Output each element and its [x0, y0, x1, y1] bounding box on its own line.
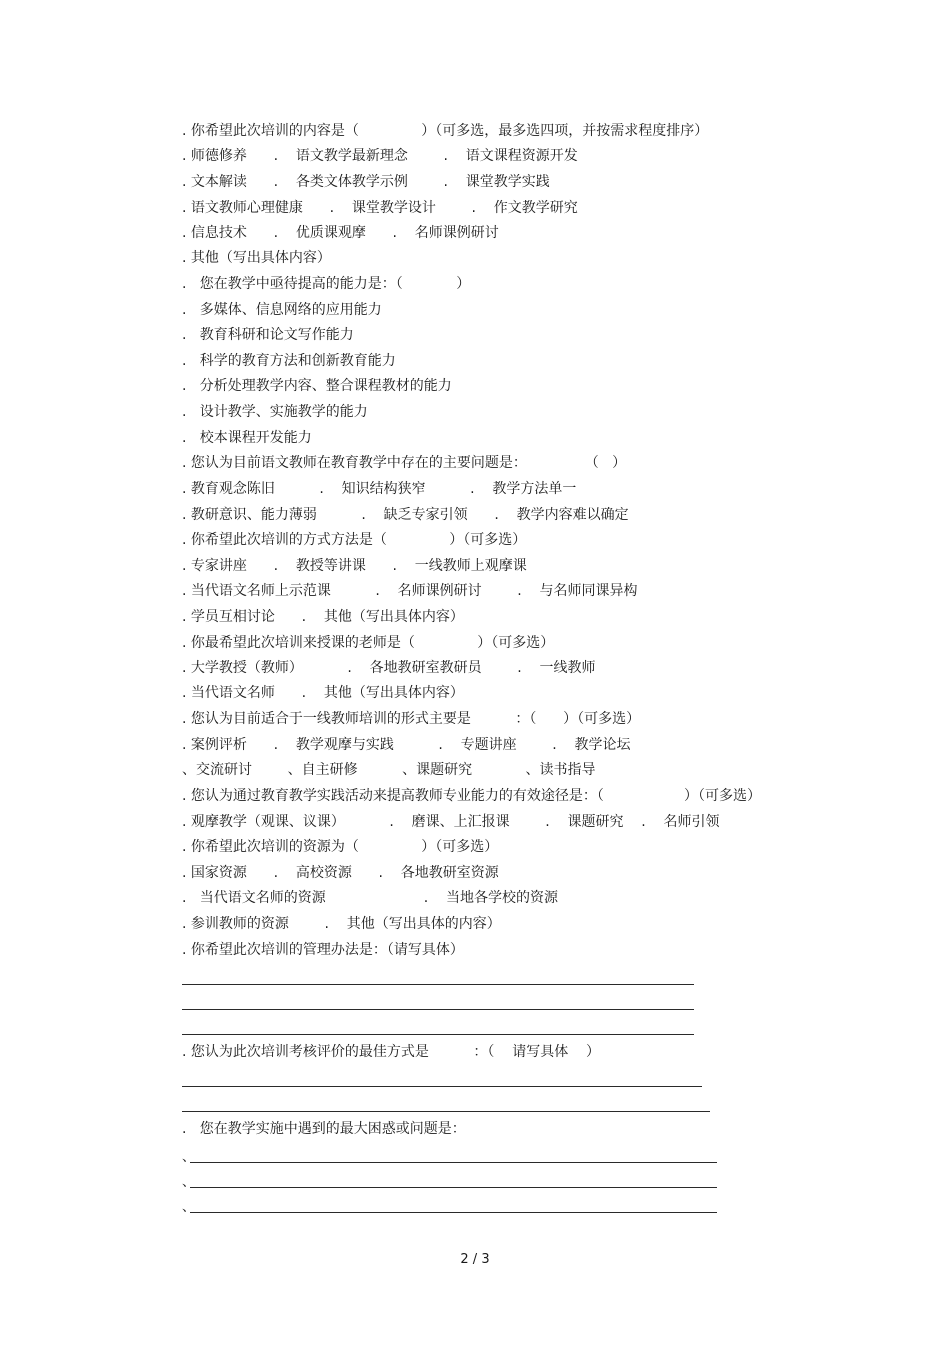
- question-training-forms: . 您认为目前适合于一线教师培训的形式主要是 ：（ ）（可多选）: [182, 711, 641, 727]
- option-line: . 教研意识、能力薄弱 . 缺乏专家引领 . 教学内容难以确定: [182, 507, 629, 523]
- answer-line[interactable]: [182, 1009, 694, 1010]
- question-training-content: . 你希望此次培训的内容是（ ）（可多选，最多选四项，并按需求程度排序）: [182, 123, 709, 139]
- option-line: . 观摩教学（观课、议课） . 磨课、上汇报课 . 课题研究 . 名师引领: [182, 814, 720, 830]
- option-line: . 语文教师心理健康 . 课堂教学设计 . 作文教学研究: [182, 200, 578, 216]
- option-line: . 师德修养 . 语文教学最新理念 . 语文课程资源开发: [182, 148, 578, 164]
- page-number: 2 / 3: [460, 1252, 490, 1267]
- answer-prefix: 、: [182, 1175, 196, 1190]
- option-line: . 教育科研和论文写作能力: [182, 327, 354, 343]
- answer-line[interactable]: [182, 1111, 710, 1112]
- option-line: . 当代语文名师上示范课 . 名师课例研讨 . 与名师同课异构: [182, 583, 638, 599]
- answer-prefix: 、: [182, 1150, 196, 1165]
- option-line: . 设计教学、实施教学的能力: [182, 404, 368, 420]
- option-line: . 当代语文名师 . 其他（写出具体内容）: [182, 685, 464, 701]
- option-line: . 专家讲座 . 教授等讲课 . 一线教师上观摩课: [182, 558, 527, 574]
- option-line: . 参训教师的资源 . 其他（写出具体的内容）: [182, 916, 501, 932]
- question-teachers: . 你最希望此次培训来授课的老师是（ ）（可多选）: [182, 635, 555, 651]
- option-line: . 信息技术 . 优质课观摩 . 名师课例研讨: [182, 225, 499, 241]
- option-line: . 案例评析 . 教学观摩与实践 . 专题讲座 . 教学论坛: [182, 737, 631, 753]
- answer-line[interactable]: [182, 1034, 694, 1035]
- answer-line[interactable]: [190, 1187, 717, 1188]
- option-line: . 校本课程开发能力: [182, 430, 312, 446]
- answer-line[interactable]: [182, 984, 694, 985]
- option-line: . 教育观念陈旧 . 知识结构狭窄 . 教学方法单一: [182, 481, 577, 497]
- question-training-methods: . 你希望此次培训的方式方法是（ ）（可多选）: [182, 532, 527, 548]
- answer-line[interactable]: [190, 1212, 717, 1213]
- option-line: . 国家资源 . 高校资源 . 各地教研室资源: [182, 865, 499, 881]
- option-line: . 文本解读 . 各类文体教学示例 . 课堂教学实践: [182, 174, 550, 190]
- question-assessment: . 您认为此次培训考核评价的最佳方式是 ：（ 请写具体 ）: [182, 1044, 601, 1060]
- option-line: . 当代语文名师的资源 . 当地各学校的资源: [182, 890, 558, 906]
- option-line: . 科学的教育方法和创新教育能力: [182, 353, 396, 369]
- option-line: 、交流研讨 、自主研修 、课题研究 、读书指导: [182, 762, 596, 778]
- answer-line[interactable]: [182, 1086, 702, 1087]
- answer-prefix: 、: [182, 1200, 196, 1215]
- question-abilities: . 您在教学中亟待提高的能力是：（ ）: [182, 276, 471, 292]
- question-resources: . 你希望此次培训的资源为（ ）（可多选）: [182, 839, 499, 855]
- question-biggest-difficulty: . 您在教学实施中遇到的最大困惑或问题是：: [182, 1121, 466, 1137]
- option-line: . 学员互相讨论 . 其他（写出具体内容）: [182, 609, 464, 625]
- question-main-problems: . 您认为目前语文教师在教育教学中存在的主要问题是： （ ）: [182, 455, 627, 471]
- option-line: . 多媒体、信息网络的应用能力: [182, 302, 382, 318]
- option-line: . 大学教授（教师） . 各地教研室教研员 . 一线教师: [182, 660, 596, 676]
- option-line: . 其他（写出具体内容）: [182, 250, 331, 266]
- answer-line[interactable]: [190, 1162, 717, 1163]
- question-effective-ways: . 您认为通过教育教学实践活动来提高教师专业能力的有效途径是：（ ）（可多选）: [182, 788, 762, 804]
- question-management: . 你希望此次培训的管理办法是：（请写具体）: [182, 942, 464, 958]
- option-line: . 分析处理教学内容、整合课程教材的能力: [182, 378, 452, 394]
